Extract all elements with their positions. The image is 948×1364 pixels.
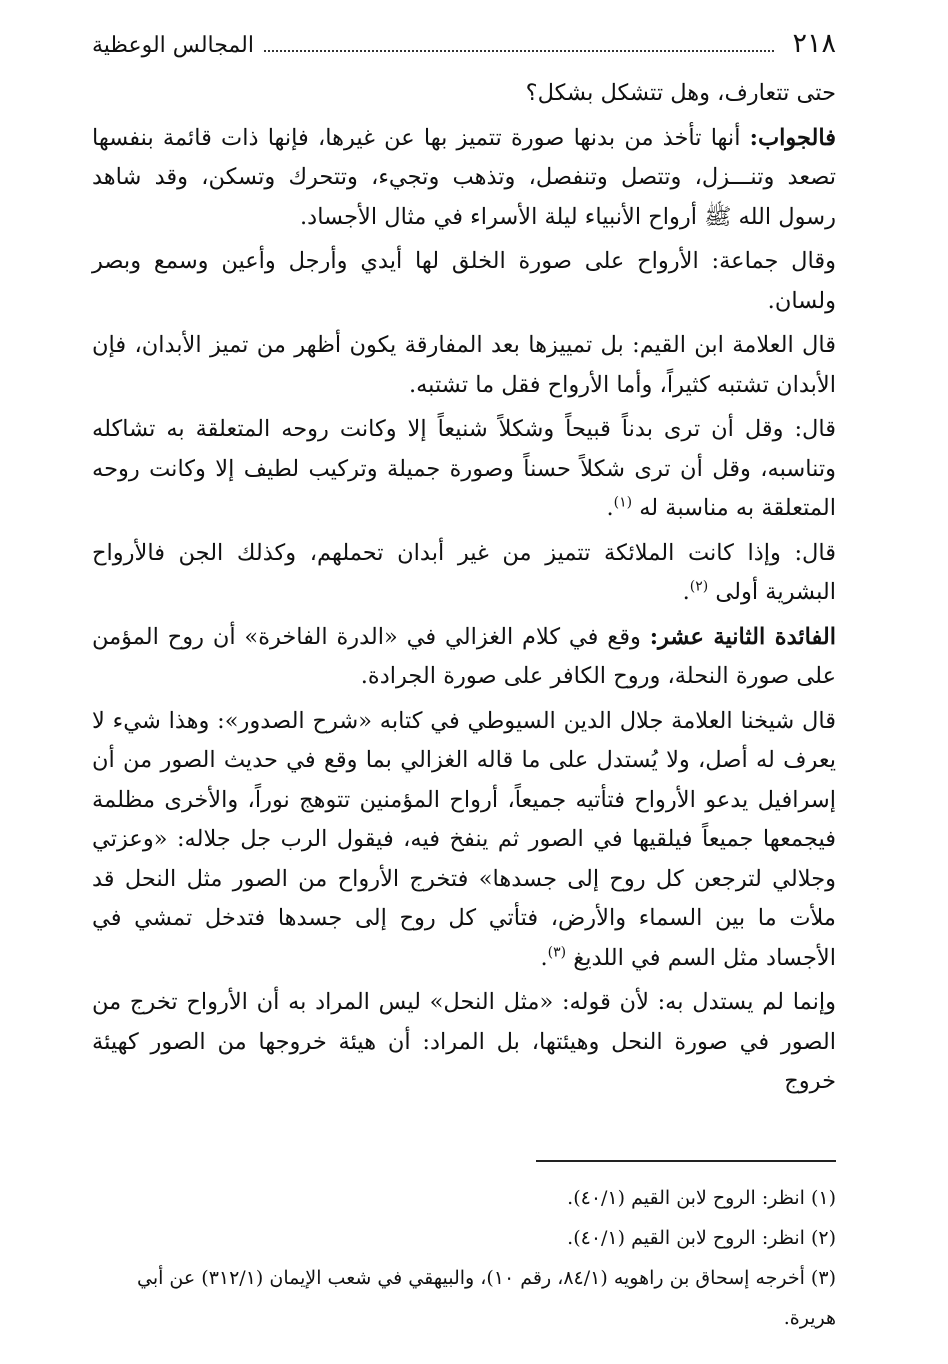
paragraph <box>92 618 836 697</box>
paragraph-lead: فالجواب: <box>749 124 836 151</box>
header-dotted-leader <box>264 50 775 52</box>
page-header <box>92 28 836 68</box>
paragraph: قال: وقل أن ترى بدناً قبيحاً وشكلاً شنيعاً إلا وكانت روحه المتعلقة به تشاكله وتناسبه، وقل أن ترى شكلاً حسناً وصورة جميلة وتركيب لطيف إلا وكانت روحه المتعلقة به مناسبة له $^{(١)}$. <box>92 416 836 521</box>
page-number: ٢١٨ <box>792 28 836 59</box>
footnote-separator <box>536 1160 836 1162</box>
paragraph <box>92 326 836 405</box>
footnote: (٣) أخرجه إسحاق بن راهويه (٨٤/١، رقم ١٠)، والبيهقي في شعب الإيمان (٣١٢/١) عن أبي هريرة. <box>136 1266 836 1329</box>
paragraph <box>92 242 836 321</box>
paragraph-text: وقع في كلام الغزالي في «الدرة الفاخرة» أن روح المؤمن على صورة النحلة، وروح الكافر على صورة الجرادة. <box>92 623 836 689</box>
paragraph <box>92 983 836 1102</box>
footnote: (٢) انظر: الروح لابن القيم (٤٠/١). <box>567 1226 836 1249</box>
main-text <box>92 74 836 1102</box>
paragraph <box>92 119 836 238</box>
paragraph-text: قال: وقل أن ترى بدناً قبيحاً وشكلاً شنيعاً إلا وكانت روحه المتعلقة به تشاكله وتناسبه، وقل أن ترى شكلاً حسناً وصورة جميلة وتركيب لطيف إلا وكانت روحه المتعلقة به مناسبة له <box>92 416 836 521</box>
paragraph-text: قال شيخنا العلامة جلال الدين السيوطي في كتابه «شرح الصدور»: وهذا شيء لا يعرف له أصل، ولا يُستدل على ما قاله الغزالي بما وقع في حديث الصور من أن إسرافيل يدعو الأرواح فتأتيه جميعاً، أرواح المؤمنين تتوهج نوراً، والأخرى مظلمة فيجمعها جميعاً فيلقيها في الصور ثم ينفخ فيه، فيقول الرب جل جلاله: «وعزتي وجلالي لترجعن كل روح إلى جسدها» فتخرج الأرواح من الصور مثل النحل قد ملأت ما بين السماء والأرض، فتأتي كل روح إلى جسدها فتدخل تمشي في الأجساد مثل السم في اللديغ <box>92 707 836 971</box>
paragraph: قال: وإذا كانت الملائكة تتميز من غير أبدان تحملهم، وكذلك الجن فالأرواح البشرية أولى $^{(٢)}$. <box>92 539 836 605</box>
paragraph <box>92 74 836 114</box>
footnote-marker: (٣) <box>547 944 567 960</box>
paragraph: قال شيخنا العلامة جلال الدين السيوطي في كتابه «شرح الصدور»: وهذا شيء لا يعرف له أصل، ولا يُستدل على ما قاله الغزالي بما وقع في حديث الصور من أن إسرافيل يدعو الأرواح فتأتيه جميعاً، أرواح المؤمنين تتوهج نوراً، والأخرى مظلمة فيجمعها جميعاً فيلقيها في الصور ثم ينفخ فيه، فيقول الرب جل جلاله: «وعزتي وجلالي لترجعن كل روح إلى جسدها» فتخرج الأرواح من الصور مثل النحل قد ملأت ما بين السماء والأرض، فتأتي كل روح إلى جسدها فتدخل تمشي في الأجساد مثل السم في اللديغ $^{(٣)}$. <box>92 707 836 971</box>
footnote: (١) انظر: الروح لابن القيم (٤٠/١). <box>567 1186 836 1209</box>
paragraph-text: حتى تتعارف، وهل تتشكل بشكل؟ <box>525 80 836 106</box>
running-title: المجالس الوعظية <box>92 33 254 58</box>
footnote-marker: (٢) <box>689 578 709 595</box>
paragraph-text: قال العلامة ابن القيم: بل تمييزها بعد المفارقة يكون أظهر من تميز الأبدان، فإن الأبدان تشتبه كثيراً، وأما الأرواح فقل ما تشتبه. <box>92 332 836 398</box>
footnotes <box>92 1178 836 1338</box>
paragraph-text: أنها تأخذ من بدنها صورة تتميز بها عن غيرها، فإنها ذات قائمة بنفسها تصعد وتنـــزل، وتتصل وتنفصل، وتذهب وتجيء، وتتحرك وتسكن، وقد شاهد رسول الله ﷺ أرواح الأنبياء ليلة الأسراء في مثال الأجساد. <box>92 124 836 230</box>
paragraph-text: وإنما لم يستدل به: لأن قوله: «مثل النحل» ليس المراد به أن الأرواح تخرج من الصور في صورة النحل وهيئتها، بل المراد: أن هيئة خروجها من الصور كهيئة خروج <box>92 989 836 1094</box>
footnote-marker: (١) <box>613 494 633 511</box>
paragraph-lead: الفائدة الثانية عشر: <box>649 623 836 650</box>
paragraph-text: قال: وإذا كانت الملائكة تتميز من غير أبدان تحملهم، وكذلك الجن فالأرواح البشرية أولى <box>92 539 836 605</box>
paragraph-text: وقال جماعة: الأرواح على صورة الخلق لها أيدي وأرجل وأعين وسمع وبصر ولسان. <box>92 248 836 314</box>
